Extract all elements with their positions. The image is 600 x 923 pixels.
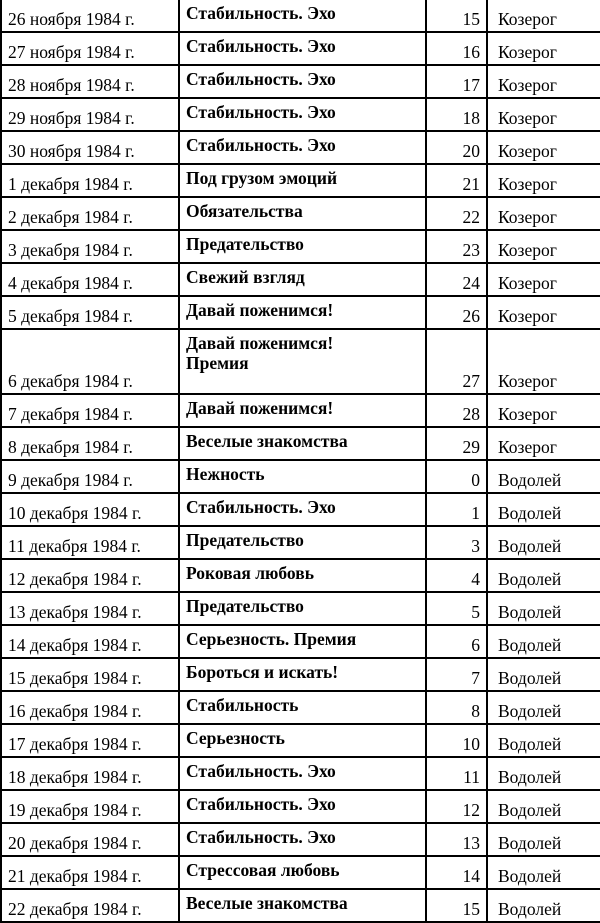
sign-cell: Козерог — [487, 394, 600, 427]
name-cell: Стабильность. Эхо — [179, 757, 426, 790]
date-cell: 6 декабря 1984 г. — [1, 329, 179, 394]
table-row — [1, 889, 600, 922]
name-cell: Серьезность — [179, 724, 426, 757]
number-cell: 7 — [426, 658, 487, 691]
name-cell: Стабильность — [179, 691, 426, 724]
table-row — [1, 658, 600, 691]
date-cell: 13 декабря 1984 г. — [1, 592, 179, 625]
sign-cell: Водолей — [487, 460, 600, 493]
date-cell: 26 ноября 1984 г. — [1, 0, 179, 32]
date-cell: 19 декабря 1984 г. — [1, 790, 179, 823]
date-cell: 11 декабря 1984 г. — [1, 526, 179, 559]
sign-cell: Козерог — [487, 131, 600, 164]
name-cell: Роковая любовь — [179, 559, 426, 592]
number-cell: 6 — [426, 625, 487, 658]
sign-cell: Водолей — [487, 658, 600, 691]
table-row — [1, 32, 600, 65]
date-cell: 2 декабря 1984 г. — [1, 197, 179, 230]
name-cell: Свежий взгляд — [179, 263, 426, 296]
table-row — [1, 526, 600, 559]
date-cell: 30 ноября 1984 г. — [1, 131, 179, 164]
sign-cell: Козерог — [487, 263, 600, 296]
sign-cell: Козерог — [487, 32, 600, 65]
sign-cell: Водолей — [487, 889, 600, 922]
table-row — [1, 691, 600, 724]
name-cell: Веселые знакомства — [179, 427, 426, 460]
name-cell: Предательство — [179, 230, 426, 263]
date-cell: 22 декабря 1984 г. — [1, 889, 179, 922]
number-cell: 17 — [426, 65, 487, 98]
number-cell: 15 — [426, 0, 487, 32]
sign-cell: Козерог — [487, 98, 600, 131]
number-cell: 24 — [426, 263, 487, 296]
sign-cell: Козерог — [487, 65, 600, 98]
table-row — [1, 230, 600, 263]
number-cell: 22 — [426, 197, 487, 230]
table-row — [1, 592, 600, 625]
sign-cell: Водолей — [487, 493, 600, 526]
sign-cell: Водолей — [487, 625, 600, 658]
sign-cell: Козерог — [487, 329, 600, 394]
table-row — [1, 394, 600, 427]
table-row — [1, 65, 600, 98]
sign-cell: Водолей — [487, 559, 600, 592]
name-cell: Стабильность. Эхо — [179, 65, 426, 98]
number-cell: 5 — [426, 592, 487, 625]
number-cell: 21 — [426, 164, 487, 197]
number-cell: 1 — [426, 493, 487, 526]
sign-cell: Козерог — [487, 230, 600, 263]
name-cell: Бороться и искать! — [179, 658, 426, 691]
name-cell: Стабильность. Эхо — [179, 493, 426, 526]
name-cell: Стабильность. Эхо — [179, 98, 426, 131]
sign-cell: Козерог — [487, 164, 600, 197]
sign-cell: Козерог — [487, 427, 600, 460]
number-cell: 28 — [426, 394, 487, 427]
table-row — [1, 559, 600, 592]
number-cell: 8 — [426, 691, 487, 724]
number-cell: 27 — [426, 329, 487, 394]
date-cell: 29 ноября 1984 г. — [1, 98, 179, 131]
number-cell: 26 — [426, 296, 487, 329]
name-cell: Стабильность. Эхо — [179, 823, 426, 856]
name-cell: Предательство — [179, 592, 426, 625]
table-row — [1, 98, 600, 131]
date-cell: 12 декабря 1984 г. — [1, 559, 179, 592]
name-cell: Нежность — [179, 460, 426, 493]
table-row — [1, 856, 600, 889]
sign-cell: Водолей — [487, 856, 600, 889]
table-row — [1, 131, 600, 164]
date-cell: 9 декабря 1984 г. — [1, 460, 179, 493]
number-cell: 15 — [426, 889, 487, 922]
date-cell: 3 декабря 1984 г. — [1, 230, 179, 263]
date-cell: 8 декабря 1984 г. — [1, 427, 179, 460]
table-row — [1, 263, 600, 296]
table-row — [1, 823, 600, 856]
table-row — [1, 724, 600, 757]
sign-cell: Козерог — [487, 0, 600, 32]
date-cell: 1 декабря 1984 г. — [1, 164, 179, 197]
name-cell: Серьезность. Премия — [179, 625, 426, 658]
name-cell: Обязательства — [179, 197, 426, 230]
table-row — [1, 0, 600, 32]
number-cell: 29 — [426, 427, 487, 460]
date-cell: 4 декабря 1984 г. — [1, 263, 179, 296]
date-cell: 17 декабря 1984 г. — [1, 724, 179, 757]
number-cell: 13 — [426, 823, 487, 856]
name-cell: Стабильность. Эхо — [179, 0, 426, 32]
date-cell: 18 декабря 1984 г. — [1, 757, 179, 790]
table-row — [1, 757, 600, 790]
sign-cell: Козерог — [487, 296, 600, 329]
table-row — [1, 460, 600, 493]
table-row — [1, 164, 600, 197]
date-cell: 10 декабря 1984 г. — [1, 493, 179, 526]
number-cell: 4 — [426, 559, 487, 592]
name-cell: Стабильность. Эхо — [179, 131, 426, 164]
number-cell: 18 — [426, 98, 487, 131]
number-cell: 11 — [426, 757, 487, 790]
table-row — [1, 197, 600, 230]
table-row — [1, 296, 600, 329]
name-cell: Под грузом эмоций — [179, 164, 426, 197]
table-row — [1, 427, 600, 460]
date-cell: 15 декабря 1984 г. — [1, 658, 179, 691]
sign-cell: Водолей — [487, 757, 600, 790]
name-cell: Стабильность. Эхо — [179, 32, 426, 65]
sign-cell: Водолей — [487, 592, 600, 625]
table-row — [1, 493, 600, 526]
number-cell: 0 — [426, 460, 487, 493]
date-cell: 7 декабря 1984 г. — [1, 394, 179, 427]
name-cell: Стабильность. Эхо — [179, 790, 426, 823]
number-cell: 23 — [426, 230, 487, 263]
date-cell: 21 декабря 1984 г. — [1, 856, 179, 889]
sign-cell: Водолей — [487, 724, 600, 757]
name-cell: Веселые знакомства — [179, 889, 426, 922]
name-cell: Давай поженимся! — [179, 296, 426, 329]
date-cell: 14 декабря 1984 г. — [1, 625, 179, 658]
number-cell: 3 — [426, 526, 487, 559]
date-cell: 16 декабря 1984 г. — [1, 691, 179, 724]
sign-cell: Водолей — [487, 691, 600, 724]
name-cell: Давай поженимся! Премия — [179, 329, 426, 394]
date-cell: 20 декабря 1984 г. — [1, 823, 179, 856]
sign-cell: Водолей — [487, 790, 600, 823]
date-cell: 28 ноября 1984 г. — [1, 65, 179, 98]
name-cell: Стрессовая любовь — [179, 856, 426, 889]
number-cell: 12 — [426, 790, 487, 823]
table-row — [1, 625, 600, 658]
number-cell: 14 — [426, 856, 487, 889]
table-row — [1, 329, 600, 394]
date-cell: 5 декабря 1984 г. — [1, 296, 179, 329]
name-cell: Давай поженимся! — [179, 394, 426, 427]
number-cell: 20 — [426, 131, 487, 164]
sign-cell: Козерог — [487, 197, 600, 230]
table-body — [1, 0, 600, 922]
date-cell: 27 ноября 1984 г. — [1, 32, 179, 65]
sign-cell: Водолей — [487, 823, 600, 856]
sign-cell: Водолей — [487, 526, 600, 559]
name-cell: Предательство — [179, 526, 426, 559]
number-cell: 16 — [426, 32, 487, 65]
table-row — [1, 790, 600, 823]
number-cell: 10 — [426, 724, 487, 757]
